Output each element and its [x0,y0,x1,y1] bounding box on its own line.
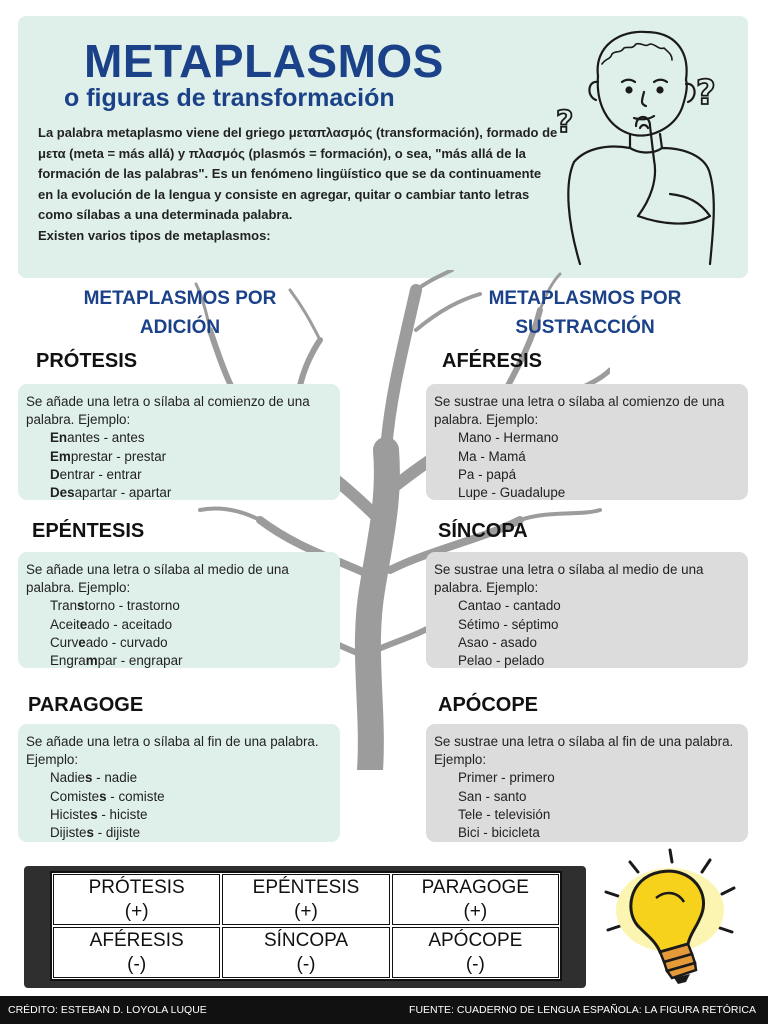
summary-name: EPÉNTESIS [252,876,360,898]
bare-tree-icon [190,270,610,770]
summary-name: AFÉRESIS [89,929,184,951]
summary-sign: (-) [465,953,485,975]
summary-sign: (+) [124,900,149,922]
summary-name: SÍNCOPA [263,929,349,951]
summary-sign: (+) [294,900,318,922]
summary-cell [222,927,389,978]
epentesis-card [18,552,340,668]
intro-paragraph: Existen varios tipos de metaplasmos: [38,227,271,243]
apocope-card [426,724,748,842]
summary-sign: (-) [296,953,316,975]
page-title: METAPLASMOS [84,35,444,87]
card-description: Se sustrae una letra o sílaba al comienzo de una palabra. Ejemplo: [434,394,725,428]
example-line: Asao - asado [458,634,537,650]
footer-source: FUENTE: CUADERNO DE LENGUA ESPAÑOLA: LA FIGURA RETÓRICA [409,1004,756,1016]
term-sincopa: SÍNCOPA [438,520,528,542]
example-line: Ma - Mamá [458,448,526,464]
example-line: Dijistes - dijiste [50,825,141,841]
heading-line: ADICIÓN [139,317,221,338]
summary-cell [53,927,220,978]
heading-line: METAPLASMOS POR [83,288,277,309]
term-protesis: PRÓTESIS [36,350,138,372]
example-line: San - santo [458,788,527,804]
subtraction-heading [445,284,725,342]
summary-sign: (+) [463,900,488,922]
heading-line: SUSTRACCIÓN [515,317,655,338]
card-description: Se sustrae una letra o sílaba al fin de una palabra. Ejemplo: [434,734,734,768]
card-description: Se añade una letra o sílaba al fin de una palabra. Ejemplo: [26,734,319,768]
sincopa-card [426,552,748,668]
example-line: Bici - bicicleta [458,825,540,841]
term-apocope: APÓCOPE [438,694,539,716]
footer-bar [0,996,768,1024]
addition-heading [40,284,320,342]
summary-sign: (-) [127,953,147,975]
example-line: Lupe - Guadalupe [458,485,566,501]
example-line: Primer - primero [458,770,555,786]
thinking-boy-icon [550,24,740,268]
example-line: Comistes - comiste [50,788,165,804]
page-subtitle: o figuras de transformación [64,84,395,112]
card-description: Se añade una letra o sílaba al medio de una palabra. Ejemplo: [26,562,289,596]
term-paragoge: PARAGOGE [28,694,144,716]
example-line: Curveado - curvado [50,634,168,650]
protesis-card [18,384,340,500]
example-line: Enantes - antes [50,430,145,446]
summary-name: PARAGOGE [421,876,529,898]
term-epentesis: EPÉNTESIS [32,520,145,542]
example-line: Emprestar - prestar [50,448,167,464]
card-description: Se sustrae una letra o sílaba al medio de una palabra. Ejemplo: [434,562,704,596]
intro-text [38,123,558,246]
card-description: Se añade una letra o sílaba al comienzo de una palabra. Ejemplo: [26,394,310,428]
example-line: Pelao - pelado [458,653,545,669]
example-line: Dentrar - entrar [50,466,142,482]
summary-name: PRÓTESIS [88,876,185,898]
example-line: Cantao - cantado [458,598,561,614]
summary-table [50,871,562,981]
paragoge-card [18,724,340,842]
term-aferesis: AFÉRESIS [442,350,543,372]
example-line: Transtorno - trastorno [50,598,180,614]
summary-cell [392,874,559,925]
light-bulb-icon [600,848,740,988]
example-line: Pa - papá [458,466,517,482]
example-line: Hicistes - hiciste [50,806,148,822]
svg-text:?: ? [556,105,574,140]
example-line: Engrampar - engrapar [50,653,183,669]
example-line: Mano - Hermano [458,430,559,446]
svg-text:?: ? [696,73,716,113]
intro-paragraph: La palabra metaplasmo viene del griego μεταπλασμός (transformación), formado de μετα (meta = más allá) y πλασμός (plasmós = formación), o sea, "más allá de la formación de las palabras". Es un fenómeno lingüístico que se da continuamente en la evolución de la lengua y consiste en agregar, quitar o cambiar tanto letras como sílabas a una determinada palabra. [38,125,558,222]
summary-cell [222,874,389,925]
summary-cell [53,874,220,925]
example-line: Desapartar - apartar [50,485,172,501]
heading-line: METAPLASMOS POR [488,288,682,309]
example-line: Nadies - nadie [50,770,138,786]
example-line: Sétimo - séptimo [458,616,559,632]
footer-credit: CRÉDITO: ESTEBAN D. LOYOLA LUQUE [8,1004,207,1016]
aferesis-card [426,384,748,500]
example-line: Aceiteado - aceitado [50,616,173,632]
example-line: Tele - televisión [458,806,551,822]
summary-cell [392,927,559,978]
summary-name: APÓCOPE [428,929,523,951]
